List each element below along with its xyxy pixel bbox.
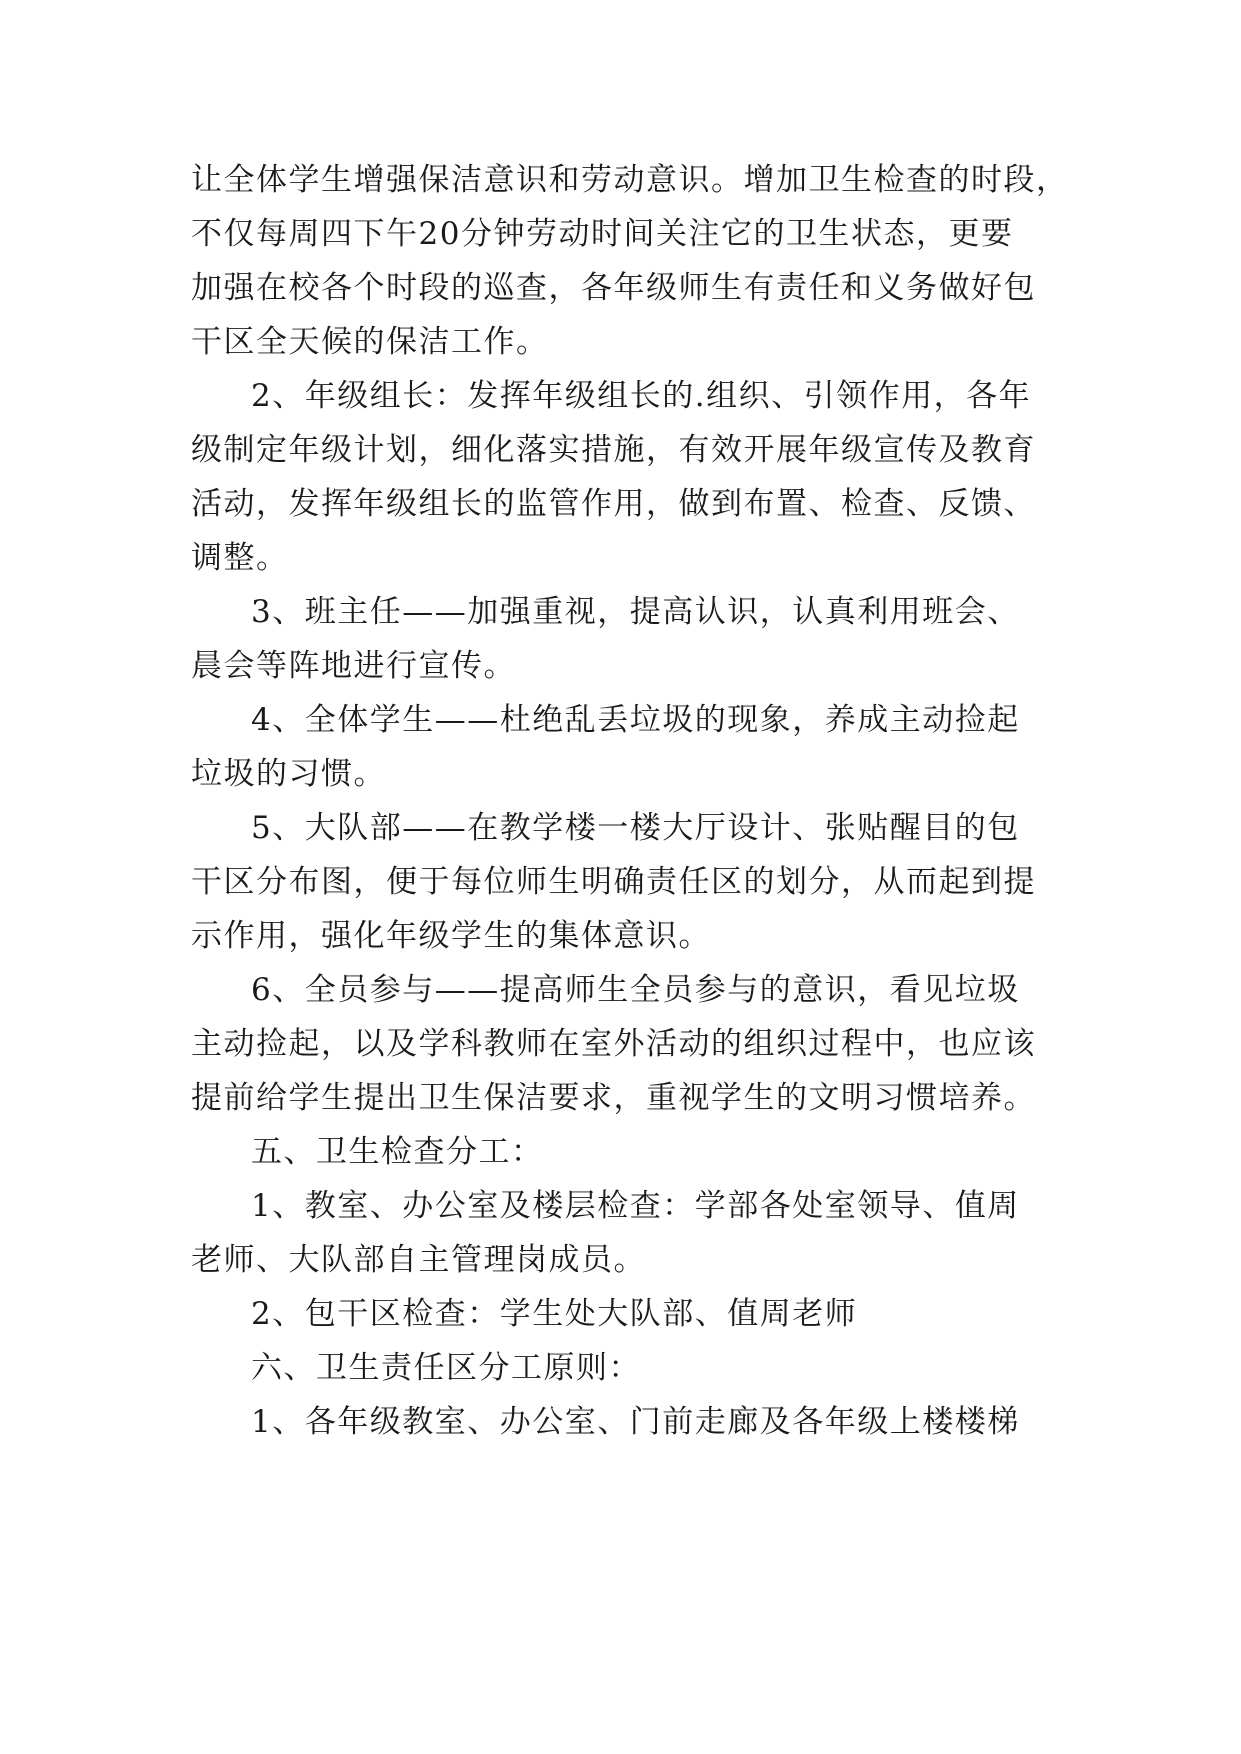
text-line: 示作用，强化年级学生的集体意识。 bbox=[191, 918, 711, 954]
section-heading: 六、卫生责任区分工原则： bbox=[251, 1350, 641, 1386]
text-line: 2、年级组长：发挥年级组长的.组织、引领作用，各年 bbox=[251, 378, 1032, 414]
text-line: 级制定年级计划，细化落实措施，有效开展年级宣传及教育 bbox=[191, 432, 1036, 468]
text-line: 3、班主任——加强重视，提高认识，认真利用班会、 bbox=[251, 594, 1020, 630]
text-line: 1、教室、办公室及楼层检查：学部各处室领导、值周 bbox=[251, 1188, 1020, 1224]
section-heading: 五、卫生检查分工： bbox=[251, 1134, 544, 1170]
text-line: 1、各年级教室、办公室、门前走廊及各年级上楼楼梯 bbox=[251, 1404, 1020, 1440]
text-line: 干区分布图，便于每位师生明确责任区的划分，从而起到提 bbox=[191, 864, 1036, 900]
text-line: 5、大队部——在教学楼一楼大厅设计、张贴醒目的包 bbox=[251, 810, 1020, 846]
text-line: 6、全员参与——提高师生全员参与的意识，看见垃圾 bbox=[251, 972, 1020, 1008]
text-line: 2、包干区检查：学生处大队部、值周老师 bbox=[251, 1296, 858, 1332]
text-line: 老师、大队部自主管理岗成员。 bbox=[191, 1242, 646, 1278]
text-line: 加强在校各个时段的巡查，各年级师生有责任和义务做好包 bbox=[191, 270, 1036, 306]
text-line: 垃圾的习惯。 bbox=[191, 756, 386, 792]
text-line: 晨会等阵地进行宣传。 bbox=[191, 648, 516, 684]
text-line: 让全体学生增强保洁意识和劳动意识。增加卫生检查的时段， bbox=[191, 162, 1069, 198]
text-line: 4、全体学生——杜绝乱丢垃圾的现象，养成主动捡起 bbox=[251, 702, 1020, 738]
text-line: 干区全天候的保洁工作。 bbox=[191, 324, 549, 360]
text-line: 活动，发挥年级组长的监管作用，做到布置、检查、反馈、 bbox=[191, 486, 1036, 522]
text-line: 调整。 bbox=[191, 540, 289, 576]
text-line: 提前给学生提出卫生保洁要求，重视学生的文明习惯培养。 bbox=[191, 1080, 1036, 1116]
text-line: 不仅每周四下午20分钟劳动时间关注它的卫生状态，更要 bbox=[191, 216, 1014, 252]
text-line: 主动捡起，以及学科教师在室外活动的组织过程中，也应该 bbox=[191, 1026, 1036, 1062]
